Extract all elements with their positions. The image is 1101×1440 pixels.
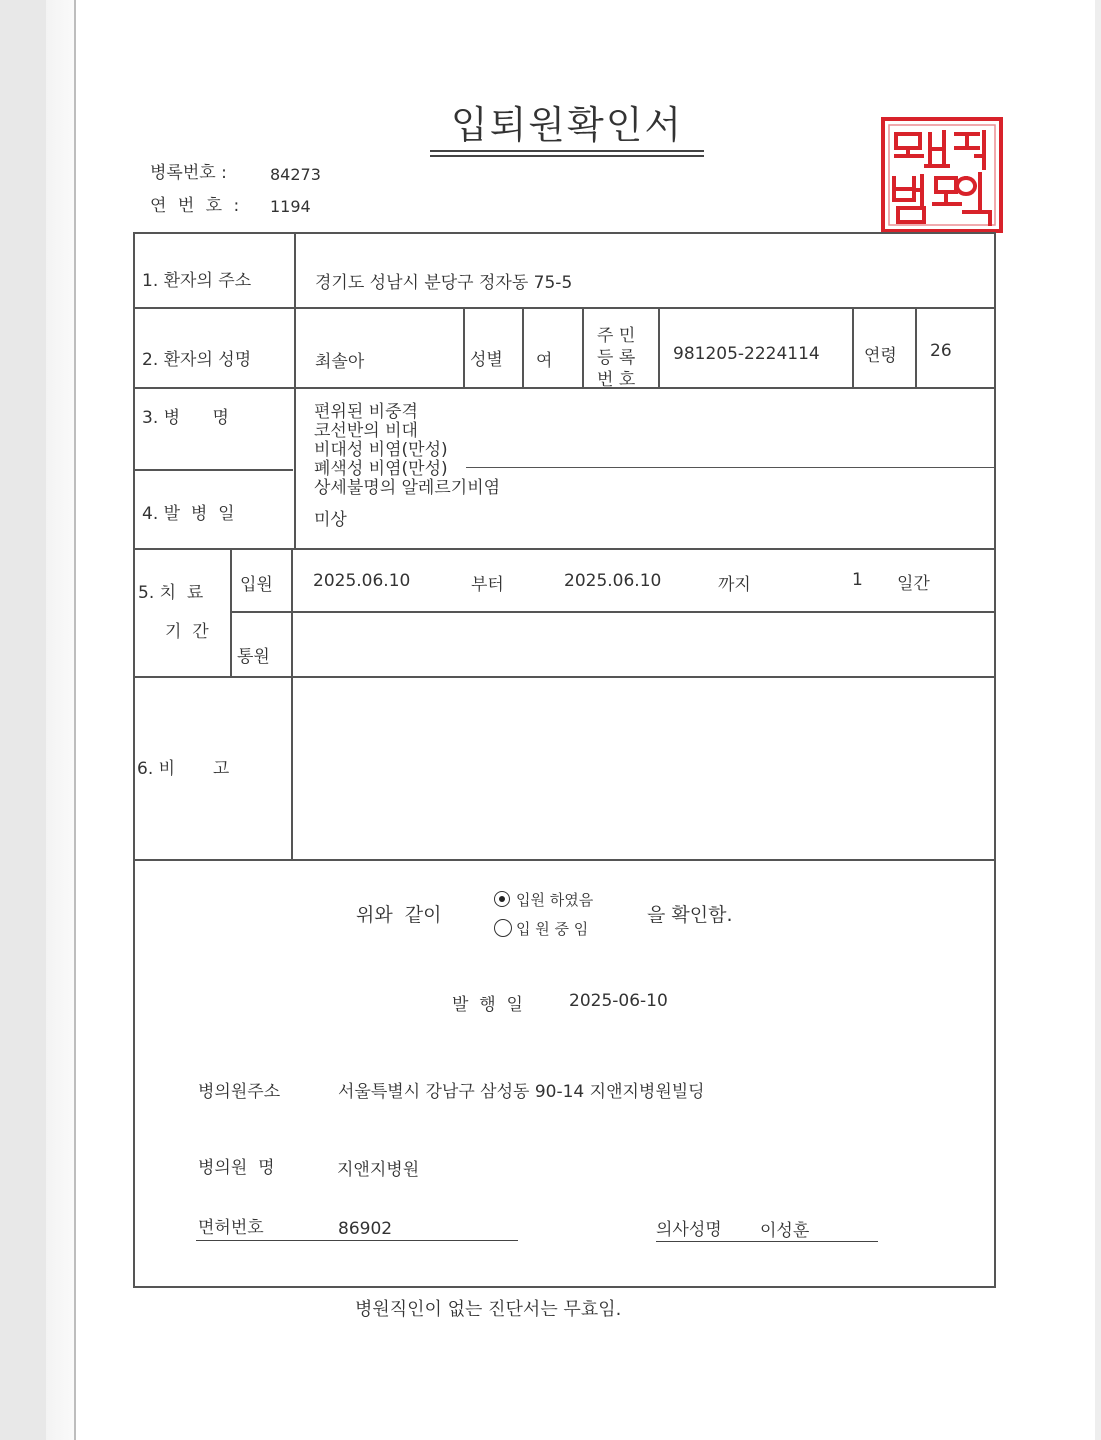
col-divider <box>522 307 524 387</box>
license-label: 면허번호 <box>198 1218 264 1238</box>
col-divider <box>658 307 660 387</box>
row-divider <box>133 387 996 389</box>
admission-from-date: 2025.06.10 <box>313 571 411 591</box>
row-divider <box>133 676 996 678</box>
radio-in-hospital[interactable] <box>494 919 512 937</box>
admission-to-date: 2025.06.10 <box>564 571 662 591</box>
row-divider <box>133 859 996 861</box>
remarks-label: 6. 비 고 <box>137 759 230 779</box>
patient-name: 최솔아 <box>315 352 365 372</box>
document-title: 입퇴원확인서 <box>450 103 684 147</box>
rrn-label-line1: 주 민 <box>597 326 636 346</box>
hospital-seal-stamp <box>880 116 1004 234</box>
patient-address: 경기도 성남시 분당구 정자동 75-5 <box>315 273 573 293</box>
record-no-label: 병록번호 : <box>150 163 227 183</box>
diagnosis-item: 상세불명의 알레르기비염 <box>314 478 501 498</box>
to-word: 까지 <box>718 575 751 595</box>
option-in-hospital: 입 원 중 임 <box>516 920 589 938</box>
diagnosis-item: 코선반의 비대 <box>314 421 418 441</box>
hospital-name: 지앤지병원 <box>337 1160 420 1180</box>
title-underline-bottom <box>430 155 704 157</box>
license-number: 86902 <box>338 1219 393 1239</box>
onset-label: 4. 발 병 일 <box>142 504 235 524</box>
diagnosis-item: 폐색성 비염(만성) <box>314 459 448 479</box>
col-divider <box>915 307 917 387</box>
rrn-label-line3: 번 호 <box>597 370 636 390</box>
diagnosis-item: 편위된 비중격 <box>314 402 418 422</box>
onset-value: 미상 <box>314 510 347 530</box>
doctor-label: 의사성명 <box>656 1220 722 1240</box>
issue-date-label: 발 행 일 <box>452 995 523 1015</box>
paper-edge-shadow <box>46 0 74 1440</box>
row-divider <box>133 548 996 550</box>
days-unit: 일간 <box>897 574 930 594</box>
patient-rrn: 981205-2224114 <box>673 344 820 364</box>
option-admitted: 입원 하였음 <box>516 891 594 909</box>
doctor-name: 이성훈 <box>760 1221 810 1241</box>
diagnosis-item: 비대성 비염(만성) <box>314 440 448 460</box>
row-divider <box>133 307 996 309</box>
period-label-line1: 5. 치 료 <box>138 583 204 603</box>
row-divider <box>133 469 293 471</box>
period-sub-divider <box>230 548 232 676</box>
period-label-line2: 기 간 <box>165 622 209 642</box>
confirm-tail: 을 확인함. <box>647 904 733 926</box>
validity-notice: 병원직인이 없는 진단서는 무효임. <box>355 1299 622 1320</box>
rrn-label-line2: 등 록 <box>597 348 636 368</box>
record-no: 84273 <box>270 165 321 184</box>
name-label: 2. 환자의 성명 <box>142 350 252 370</box>
title-underline-top <box>430 150 704 152</box>
patient-age: 26 <box>930 341 952 361</box>
scan-background-right <box>1095 0 1101 1440</box>
scan-background-left <box>0 0 46 1440</box>
label-column-divider <box>291 548 293 859</box>
radio-admitted[interactable] <box>494 891 510 907</box>
col-divider <box>582 307 584 387</box>
row-divider <box>230 611 996 613</box>
diagnosis-label: 3. 병 명 <box>142 408 229 428</box>
inpatient-label: 입원 <box>240 575 273 595</box>
license-underline <box>196 1240 518 1241</box>
row-divider-partial <box>466 467 996 468</box>
seal-graphic <box>880 116 1004 234</box>
doctor-underline <box>656 1241 878 1242</box>
from-word: 부터 <box>471 575 504 595</box>
patient-sex: 여 <box>536 351 553 371</box>
radio-selected-dot <box>499 896 505 902</box>
form-table <box>133 232 996 1288</box>
hospital-name-label: 병의원 명 <box>198 1158 275 1178</box>
admission-days: 1 <box>852 570 863 590</box>
hospital-address: 서울특별시 강남구 삼성동 90-14 지앤지병원빌딩 <box>338 1082 705 1102</box>
outpatient-label: 통원 <box>237 647 270 667</box>
label-column-divider <box>294 232 296 548</box>
address-label: 1. 환자의 주소 <box>142 271 252 291</box>
serial-no-label: 연 번 호 : <box>150 196 243 216</box>
confirm-lead: 위와 같이 <box>356 904 442 926</box>
hospital-address-label: 병의원주소 <box>198 1082 281 1102</box>
age-label: 연령 <box>864 346 897 366</box>
col-divider <box>852 307 854 387</box>
issue-date: 2025-06-10 <box>569 991 668 1011</box>
col-divider <box>463 307 465 387</box>
sex-label: 성별 <box>470 350 503 370</box>
serial-no: 1194 <box>270 197 311 216</box>
